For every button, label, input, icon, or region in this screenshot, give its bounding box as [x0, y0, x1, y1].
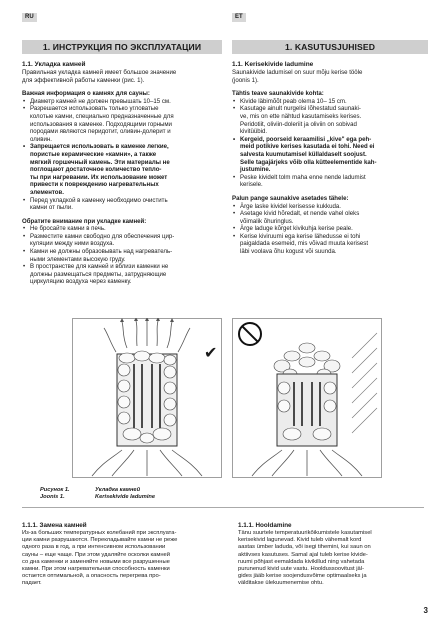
- intro-line: для эффективной работы каменки (рис. 1).: [22, 76, 145, 84]
- list-item: • Kasutage ainult nurgelisi lõhestatud saunaki- ve, mis on ette nähtud kasutamiseks kerises. Peridotiit, oliviin-doleriit ja oliviin on sobivad kivitüübid.: [232, 105, 428, 135]
- paragraph-line: остается оптимальной, а опасность перегрева про-: [22, 573, 161, 580]
- language-tab-ru: RU: [22, 13, 37, 22]
- intro-line: Правильная укладка камней имеет большое значение: [22, 69, 177, 76]
- list-item: • Камни не должны образовывать над нагреватель- ными элементами высокую груду.: [22, 248, 222, 263]
- paragraph-line: сауны – еще чаще. При этом удаляйте осколки камней: [22, 551, 171, 558]
- heading-stone-replacement-ru: 1.1.1. Замена камней: [22, 522, 87, 529]
- list-item: • Asetage kivid hõredalt, et nende vahel oleks võimalik õhuringlus.: [232, 210, 428, 225]
- column-et: [232, 40, 428, 256]
- caption-text-ru: Укладка камней: [95, 487, 141, 493]
- list-item: • Не бросайте камни в печь.: [22, 225, 222, 233]
- list-item: • Kerise kiviruumi ega kerise lähedusse ei tohi paigaldada esemeid, mis võivad muuta kerisest läbi voolava õhu kogust või suunda.: [232, 233, 428, 256]
- intro-line: Saunakivide ladumisel on suur mõju kerise tööle: [232, 69, 363, 76]
- paragraph-line: ции камни разрушаются. Перекладывайте камни не реже: [22, 537, 178, 544]
- paragraph-line: со дна каменки и заменяйте новыми все разрушенные: [22, 558, 170, 565]
- paragraph-line: камни. При этом нагревательная способность каменки: [22, 566, 170, 573]
- attention-list-et: [232, 203, 428, 256]
- paragraph-line: Tänu suurtele temperatuurikõikumistele kasutamisel: [238, 530, 372, 536]
- list-item: • Диаметр камней не должен превышать 10–15 см.: [22, 98, 222, 106]
- caption-label-et: Joonis 1.: [40, 494, 65, 500]
- maintenance-et: [238, 522, 428, 588]
- section-title-et: 1. KASUTUSJUHISED: [232, 40, 428, 54]
- info-list-ru: [22, 98, 222, 212]
- list-item-warning: • Запрещается использовать в каменке легкие, пористые керамические «камни», а также мягкий горшечный камень. Эти материалы не поглощают достаточное количество тепло- ты при нагревании. Их использование может привести к повреждению нагревательных элементов.: [22, 143, 222, 196]
- paragraph-line: одного раза в год, а при интенсивном использовании: [22, 544, 166, 551]
- stone-replacement-ru: [22, 522, 222, 588]
- incorrect-stone-laying-illustration: [232, 318, 382, 478]
- list-item: • Kivide läbimõõt peab olema 10– 15 cm.: [232, 98, 428, 106]
- caption-text-et: Kerisekivide ladumine: [95, 494, 156, 500]
- list-item: • Разрешается использовать только угловатые колотые камни, специально предназначенные для использования в каменке. Подходящими горными породами являются перидотит, оливин-долерит и оливин.: [22, 105, 222, 143]
- attention-list-ru: [22, 225, 222, 286]
- column-ru: [22, 40, 222, 286]
- caption-label-ru: Рисунок 1.: [40, 487, 70, 493]
- attention-heading-et: Palun pange saunakive asetades tähele:: [232, 194, 349, 202]
- paragraph-line: gides jääb kerise soojendusvõime optimaalseks ja: [238, 573, 367, 580]
- prohibited-sign-icon: [239, 323, 261, 345]
- paragraph-line: ruumi põhjast eemaldada kivikillud ning vahetada: [238, 558, 365, 565]
- intro-line: (joonis 1).: [232, 76, 259, 84]
- info-heading-et: Tähtis teave saunakivide kohta:: [232, 90, 324, 98]
- page-number: 3: [423, 606, 428, 615]
- language-tab-et: ET: [232, 13, 246, 22]
- paragraph-line: aktiivses kasutuses. Samal ajal tuleb kerise kivide-: [238, 551, 368, 558]
- list-item: • Ärge laduge kõrget kivikuhja kerise peale.: [232, 225, 428, 233]
- check-mark-icon: ✔: [204, 345, 218, 362]
- heading-maintenance-et: 1.1.1. Hooldamine: [238, 522, 292, 529]
- figure-caption: [40, 487, 155, 501]
- paragraph-line: падает.: [22, 580, 42, 587]
- list-item-warning: • Kergeid, poorseid keraamilisi „kive" ega peh- meid potikive kerises kasutada ei tohi. Need ei salvesta kuumutamisel küllaldaselt soojust. Selle tagajärjeks võib olla kütteelementide kah- justumine.: [232, 136, 428, 174]
- correct-stone-laying-illustration: [72, 318, 222, 478]
- info-heading-ru: Важная информация о камнях для сауны:: [22, 90, 150, 98]
- heading-stone-laying-et: 1.1. Kerisekivide ladumine: [232, 61, 314, 68]
- section-title-ru: 1. ИНСТРУКЦИЯ ПО ЭКСПЛУАТАЦИИ: [22, 40, 222, 54]
- list-item: • В пространстве для камней и вблизи каменки не должны размещаться предметы, затрудняющие циркуляцию воздуха через каменку.: [22, 263, 222, 286]
- list-item: • Разместите камни свободно для обеспечения цир- куляции между ними воздуха.: [22, 233, 222, 248]
- paragraph-line: välditakse ülekuumenemise ohtu.: [238, 580, 324, 587]
- list-item: • Перед укладкой в каменку необходимо очистить камни от пыли.: [22, 197, 222, 212]
- divider: [22, 507, 424, 508]
- paragraph-line: aastas ümber laduda, või isegi tihemini, kui saun on: [238, 544, 371, 551]
- paragraph-line: Из-за больших температурных колебаний при эксплуата-: [22, 530, 177, 536]
- list-item: • Peske kividelt tolm maha enne nende ladumist kerisele.: [232, 174, 428, 189]
- info-list-et: [232, 98, 428, 189]
- figure-1: [36, 318, 416, 478]
- paragraph-line: kerisekivid lagunevad. Kivid tuleb vähemalt kord: [238, 537, 362, 544]
- heading-stone-laying-ru: 1.1. Укладка камней: [22, 61, 86, 68]
- paragraph-line: purunenud kivid uute vastu. Hooldussoovitust jäl-: [238, 566, 364, 573]
- attention-heading-ru: Обратите внимание при укладке камней:: [22, 217, 147, 225]
- list-item: • Ärge laske kividel kerisesse kukkuda.: [232, 203, 428, 211]
